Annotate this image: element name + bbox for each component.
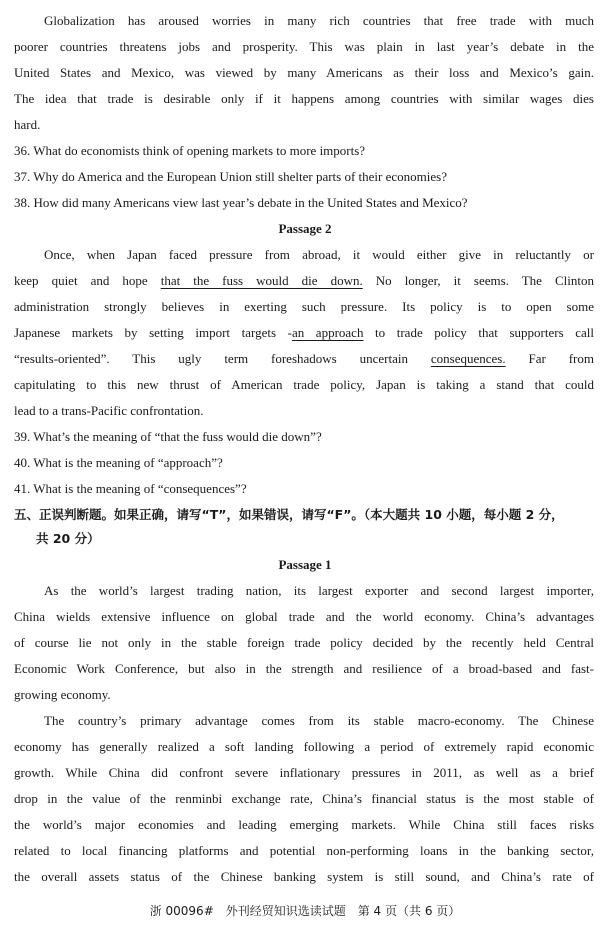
passage-line: China wields extensive influence on global trade and the world economy. China’s advantages [14, 609, 594, 624]
section-heading: 五、正误判断题。如果正确，请写“T”，如果错误，请写“F”。（本大题共 10 小题，每小题 2 分， [14, 507, 564, 522]
passage-line: growth. While China did confront severe inflationary pressures in 2011, as well as a brief [14, 765, 594, 780]
passage-line: hard. [14, 117, 41, 132]
passage-line: lead to a trans-Pacific confrontation. [14, 403, 204, 418]
passage-line: of course lie not only in the stable foreign trade policy decided by the recently held Central [14, 635, 594, 650]
passage-line: Once, when Japan faced pressure from abroad, it would either give in reluctantly or [44, 247, 594, 262]
passage-line: economy has generally realized a soft landing following a period of extremely rapid economic [14, 739, 594, 754]
passage-line: capitulating to this new thrust of American trade policy, Japan is taking a stand that could [14, 377, 594, 392]
passage-line: related to local financing platforms and potential non-performing loans in the banking sector, [14, 843, 594, 858]
passage-line: the world’s major economies and leading emerging markets. While China still faces risks [14, 817, 594, 832]
question-37: 37. Why do America and the European Union still shelter parts of their economies? [14, 169, 447, 184]
page-footer: 浙 00096# 外刊经贸知识选读试题 第 4 页（共 6 页） [149, 904, 461, 918]
passage-line: Economic Work Conference, but also in the strength and resilience of a broad-based and fast- [14, 661, 594, 676]
passage-line: administration strongly believes in exerting such pressure. Its policy is to open some [14, 299, 594, 314]
passage-line: “results-oriented”. This ugly term foreshadows uncertain consequences. Far from [14, 351, 594, 366]
passage-line: As the world’s largest trading nation, its largest exporter and second largest importer, [44, 583, 594, 598]
passage-1-title: Passage 1 [278, 557, 332, 572]
passage-line: growing economy. [14, 687, 111, 702]
question-36: 36. What do economists think of opening markets to more imports? [14, 143, 366, 158]
passage-line: the overall assets status of the Chinese banking system is still sound, and China’s rate of [14, 869, 594, 884]
passage-line: United States and Mexico, was viewed by many Americans as their loss and Mexico’s gain. [14, 65, 594, 80]
question-41: 41. What is the meaning of “consequences”? [14, 481, 247, 496]
passage-line: Japanese markets by setting import targets -an approach to trade policy that supporters call [14, 325, 594, 340]
passage-2-title: Passage 2 [278, 221, 332, 236]
passage-line: drop in the value of the renminbi exchange rate, China’s financial status is the most stable of [14, 791, 594, 806]
question-38: 38. How did many Americans view last year’s debate in the United States and Mexico? [14, 195, 468, 210]
section-heading-cont: 共 20 分） [36, 531, 100, 546]
question-40: 40. What is the meaning of “approach”? [14, 455, 223, 470]
passage-line: keep quiet and hope that the fuss would die down. No longer, it seems. The Clinton [14, 273, 594, 288]
underlined-phrase: that the fuss would die down. [160, 273, 363, 288]
passage-line: poorer countries threatens jobs and prosperity. This was plain in last year’s debate in the [14, 39, 594, 54]
underlined-phrase: an approach [291, 325, 364, 340]
passage-line: The country’s primary advantage comes from its stable macro-economy. The Chinese [44, 713, 594, 728]
passage-line: Globalization has aroused worries in many rich countries that free trade with much [44, 13, 594, 28]
underlined-phrase: consequences. [430, 351, 506, 366]
question-39: 39. What’s the meaning of “that the fuss would die down”? [14, 429, 322, 444]
passage-line: The idea that trade is desirable only if it happens among countries with similar wages dies [14, 91, 594, 106]
